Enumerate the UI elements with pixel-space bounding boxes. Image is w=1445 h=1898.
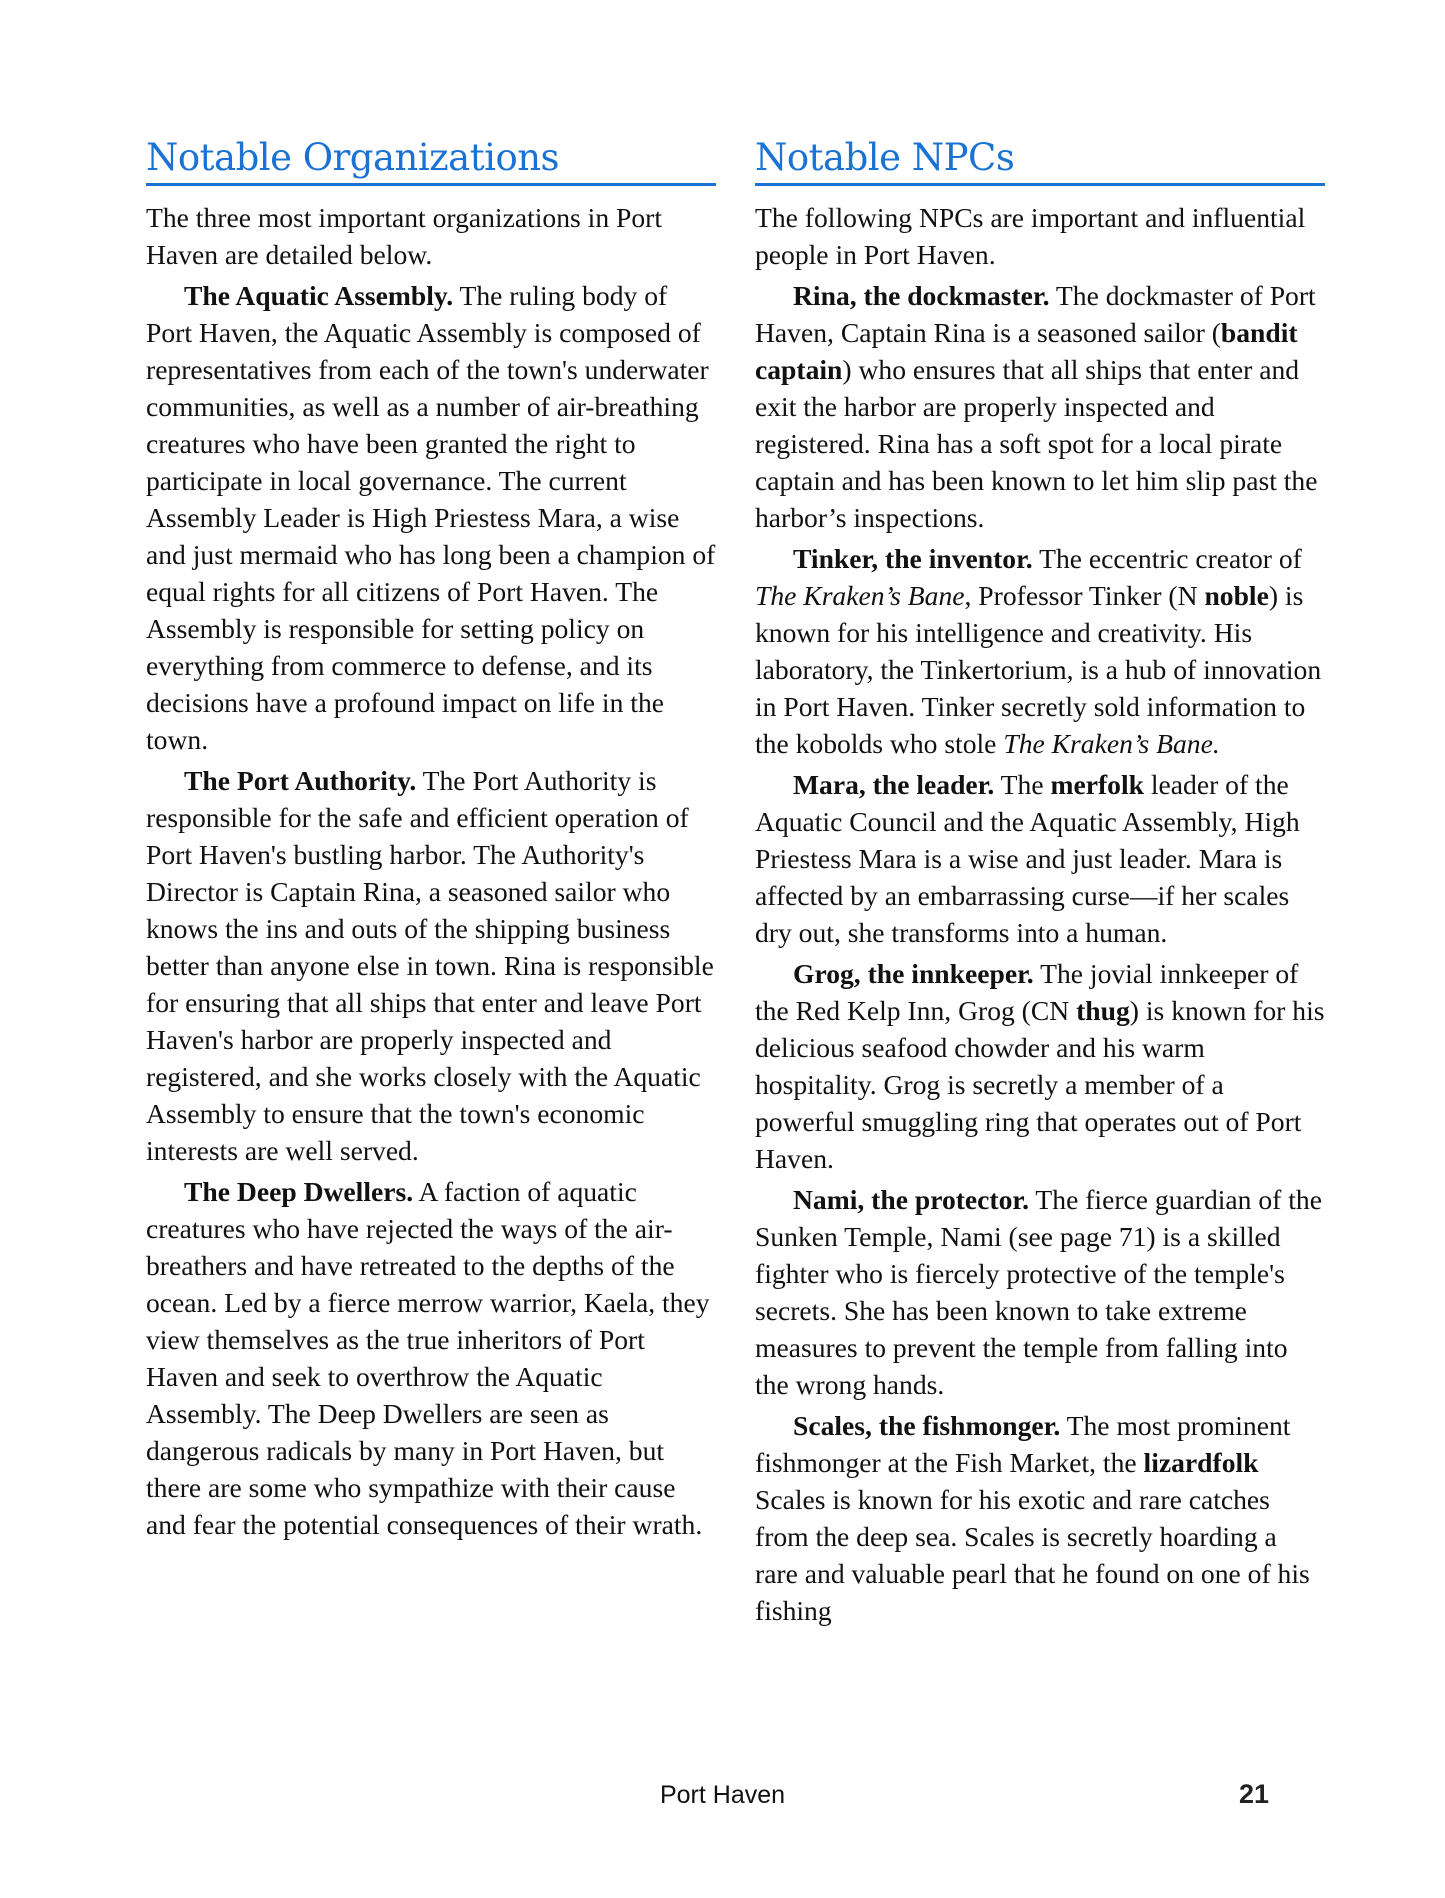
section-heading-organizations: Notable Organizations: [146, 136, 716, 186]
footer-chapter-title: Port Haven: [659, 1781, 786, 1809]
entry-title: The Port Authority.: [184, 765, 417, 796]
entry-title: Nami, the protector.: [793, 1184, 1030, 1215]
npc-entry-mara: [755, 766, 1325, 951]
item-name: The Kraken’s Bane: [755, 580, 965, 611]
organization-entry-port-authority: [146, 762, 716, 1169]
section-heading-npcs: Notable NPCs: [755, 136, 1325, 186]
entry-text: , Professor Tinker (N: [964, 580, 1205, 611]
entry-title: Rina, the dockmaster.: [793, 280, 1050, 311]
entry-text: The dockmaster of Port Haven, Captain Rina is a seasoned sailor (: [755, 280, 1316, 348]
organization-entry-deep-dwellers: [146, 1173, 716, 1543]
stat-block-reference: merfolk: [1050, 769, 1144, 800]
stat-block-reference: noble: [1204, 580, 1269, 611]
npc-entry-grog: [755, 955, 1325, 1177]
stat-block-reference: lizardfolk: [1143, 1447, 1259, 1478]
entry-text: Scales is known for his exotic and rare catches from the deep sea. Scales is secretly hoarding a rare and valuable pearl that he found on one of his fishing: [755, 1484, 1310, 1626]
npcs-intro: The following NPCs are important and influential people in Port Haven.: [755, 202, 1306, 270]
entry-text: The jovial innkeeper of the Red Kelp Inn, Grog (CN: [755, 958, 1299, 1026]
npc-entry-scales: [755, 1407, 1325, 1629]
entry-text: The ruling body of Port Haven, the Aquatic Assembly is composed of representatives from each of the town's underwater communities, as well as a number of air-breathing creatures who have been granted the right to participate in local governance. The current Assembly Leader is High Priestess Mara, a wise and just mermaid who has long been a champion of equal rights for all citizens of Port Haven. The Assembly is responsible for setting policy on everything from commerce to defense, and its decisions have a profound impact on life in the town.: [146, 280, 716, 755]
entry-text: ) who ensures that all ships that enter and exit the harbor are properly inspected and registered. Rina has a soft spot for a local pirate captain and has been known to let him slip past the harbor’s inspections.: [755, 354, 1318, 533]
entry-title: Tinker, the inventor.: [793, 543, 1033, 574]
entry-text: The most prominent fishmonger at the Fish Market, the: [755, 1410, 1291, 1478]
entry-title: The Aquatic Assembly.: [184, 280, 454, 311]
page-number: 21: [1238, 1779, 1269, 1809]
entry-title: Mara, the leader.: [793, 769, 995, 800]
npc-entry-tinker: [755, 540, 1325, 762]
npc-entry-rina: [755, 277, 1325, 536]
notable-organizations-section: [146, 136, 716, 1543]
entry-text: The: [994, 769, 1051, 800]
entry-text: ) is known for his intelligence and creativity. His laboratory, the Tinkertorium, is a hub of innovation in Port Haven. Tinker secretly sold information to the kobolds who stole: [755, 580, 1322, 759]
npc-entry-nami: [755, 1181, 1325, 1403]
entry-text: leader of the Aquatic Council and the Aquatic Assembly, High Priestess Mara is a wise and just leader. Mara is affected by an embarrassing curse—if her scales dry out, she transforms into a human.: [755, 769, 1300, 948]
stat-block-reference: bandit captain: [755, 317, 1298, 385]
entry-text: The eccentric creator of: [1032, 543, 1302, 574]
organization-entry-aquatic-assembly: [146, 277, 716, 758]
item-name: The Kraken’s Bane.: [1003, 728, 1220, 759]
notable-npcs-section: [755, 136, 1325, 1629]
entry-text: A faction of aquatic creatures who have rejected the ways of the air-breathers and have retreated to the depths of the ocean. Led by a fierce merrow warrior, Kaela, they view themselves as the true inheritors of Port Haven and seek to overthrow the Aquatic Assembly. The Deep Dwellers are seen as dangerous radicals by many in Port Haven, but there are some who sympathize with their cause and fear the potential consequences of their wrath.: [146, 1176, 710, 1540]
entry-title: The Deep Dwellers.: [184, 1176, 414, 1207]
entry-text: The fierce guardian of the Sunken Temple, Nami (see page 71) is a skilled fighter who is fiercely protective of the temple's secrets. She has been known to take extreme measures to prevent the temple from falling into the wrong hands.: [755, 1184, 1322, 1400]
entry-text: The Port Authority is responsible for the safe and efficient operation of Port Haven's bustling harbor. The Authority's Director is Captain Rina, a seasoned sailor who knows the ins and outs of the shipping business better than anyone else in town. Rina is responsible for ensuring that all ships that enter and leave Port Haven's harbor are properly inspected and registered, and she works closely with the Aquatic Assembly to ensure that the town's economic interests are well served.: [146, 765, 714, 1166]
stat-block-reference: thug: [1076, 995, 1130, 1026]
organizations-intro: The three most important organizations in Port Haven are detailed below.: [146, 202, 663, 270]
entry-title: Grog, the innkeeper.: [793, 958, 1034, 989]
entry-text: ) is known for his delicious seafood chowder and his warm hospitality. Grog is secretly a member of a powerful smuggling ring that operates out of Port Haven.: [755, 995, 1325, 1174]
entry-title: Scales, the fishmonger.: [793, 1410, 1061, 1441]
